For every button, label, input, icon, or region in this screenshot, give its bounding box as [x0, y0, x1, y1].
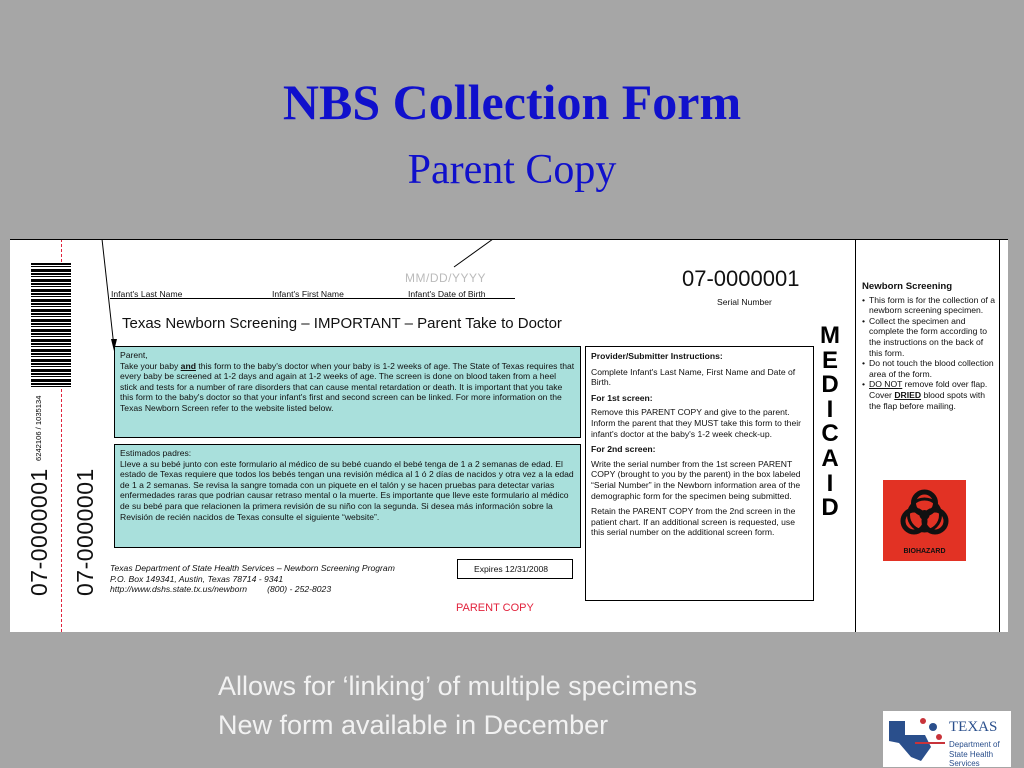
- english-body: Take your baby and this form to the baby's doctor when your baby is 1-2 weeks of age. The State of Texas requires that every baby be screened at 1-2 days and again at 1-2 weeks of age. The screen is done on blood taken from a heel stick and tests for a number of rare disorders that can cause mental retardation or death. It is important that you take this form to the baby's doctor so that your infant's first and second screen can be linked. For more information on the Texas Newborn Screen refer to the website listed below.: [120, 360, 575, 413]
- newborn-title: Newborn Screening: [862, 281, 953, 292]
- date-placeholder: MM/DD/YYYY: [405, 271, 487, 285]
- logo-name: TEXAS: [949, 719, 998, 735]
- newborn-bullet: • This form is for the collection of a newborn screening specimen.: [862, 295, 996, 316]
- spanish-body: Lleve a su bebé junto con este formulario al médico de su bebé cuando el bebé tenga de 1 a 2 semanas de edad. El estado de Texas requiere que todos los bebés tengan una revisión médica al 1 ó 2 días de nacidos y otra vez a la edad de 1 a 2 semanas. Se revisa la sangre tomada con un piquete en el talón y se hacen pruebas para detectar varias enfermedades raras que podrian causar retraso mental o la muerte. Es importante que lleve este formulario al médico de su bebé para que relacionen la primera revisión de su niño con la segunda. Si desea más información sobre la Revisión de recién nacidos de Texas consulte el siguiente “website”.: [120, 458, 574, 522]
- footer-line-2: New form available in December: [218, 710, 609, 740]
- newborn-bullet: • Do not touch the blood collection area of the form.: [862, 358, 996, 379]
- label-last-name: Infant's Last Name: [111, 289, 183, 299]
- provider-first-text: Remove this PARENT COPY and give to the parent. Inform the parent that they MUST take this form to their infant's doctor at the baby's 1-2 week check-up.: [591, 407, 802, 439]
- english-salutation: Parent,: [120, 350, 148, 360]
- spanish-salutation: Estimados padres:: [120, 448, 192, 458]
- label-first-name: Infant's First Name: [272, 289, 344, 299]
- right-panel-divider: [855, 239, 856, 632]
- right-panel-border: [999, 239, 1000, 632]
- medicaid-label: M E D I C A I D: [820, 322, 840, 522]
- expires-box: Expires 12/31/2008: [457, 559, 573, 579]
- vertical-serial-number-2: 07-0000001: [72, 468, 98, 596]
- dshs-emblem-icon: [885, 713, 947, 765]
- form-heading: Texas Newborn Screening – IMPORTANT – Parent Take to Doctor: [122, 315, 562, 332]
- parent-info-box-spanish: [114, 444, 581, 548]
- slide-title: NBS Collection Form: [282, 74, 742, 130]
- barcode-side-text: 6242106 / 1035134: [34, 395, 43, 461]
- biohazard-symbol: [883, 480, 966, 561]
- nbs-form-image: [10, 239, 1008, 632]
- logo-line-1: Department of: [949, 740, 1000, 749]
- provider-intro: Complete Infant's Last Name, First Name and Date of Birth.: [591, 366, 796, 388]
- provider-second-heading: For 2nd screen:: [591, 444, 656, 455]
- label-date-of-birth: Infant's Date of Birth: [408, 289, 486, 299]
- program-address: [110, 563, 395, 595]
- address-line-2: P.O. Box 149341, Austin, Texas 78714 - 9341: [110, 573, 284, 584]
- newborn-bullets: [862, 295, 996, 412]
- newborn-screening-panel: [862, 282, 996, 411]
- serial-number-label: Serial Number: [717, 297, 772, 307]
- newborn-bullet: • DO NOT remove fold over flap. Cover DRIED blood spots with the flap before mailing.: [862, 379, 996, 411]
- biohazard-label: BIOHAZARD: [903, 548, 946, 555]
- address-line-3: http://www.dshs.state.tx.us/newborn (800) - 252-8023: [110, 584, 332, 595]
- provider-instructions-box: [585, 346, 814, 601]
- texas-dshs-logo: [883, 711, 1011, 767]
- vertical-serial-number-1: 07-0000001: [26, 468, 52, 596]
- parent-copy-label: PARENT COPY: [456, 602, 534, 614]
- address-line-1: Texas Department of State Health Services – Newborn Screening Program: [110, 563, 395, 573]
- biohazard-icon: [883, 480, 966, 548]
- newborn-bullet: • Collect the specimen and complete the form according to the instructions on the back of this form.: [862, 316, 996, 358]
- slide-subtitle: Parent Copy: [407, 147, 617, 193]
- parent-info-box-english: [114, 346, 581, 438]
- provider-second-text: Write the serial number from the 1st screen PARENT COPY (brought to you by the parent) in the box labeled “Serial Number” in the Newborn information area of the demographic form for the specimen being submitted.: [591, 458, 801, 501]
- provider-title: Provider/Submitter Instructions:: [591, 351, 723, 361]
- footer-line-1: Allows for ‘linking’ of multiple specimens: [218, 671, 698, 701]
- logo-line-2: State Health Services: [949, 750, 994, 768]
- provider-retain-text: Retain the PARENT COPY from the 2nd screen in the patient chart. If an additional screen is requested, use this serial number on the additional screen form.: [591, 506, 796, 538]
- serial-number: 07-0000001: [682, 266, 800, 291]
- provider-first-heading: For 1st screen:: [591, 392, 653, 403]
